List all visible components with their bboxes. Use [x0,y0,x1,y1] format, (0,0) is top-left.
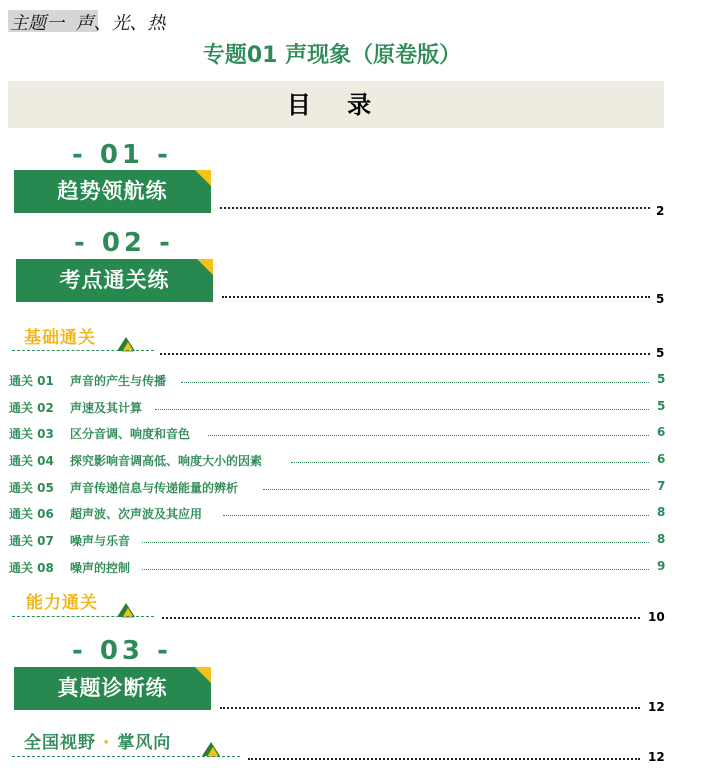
entry-number: 通关 04 [9,454,54,469]
entry-title: 探究影响音调高低、响度大小的因素 [70,454,263,469]
section-number: - 02 - [74,228,174,258]
entry-number: 通关 05 [9,480,54,495]
toc-leader-dots [248,758,640,760]
document-title: 专题01 声现象（原卷版） [202,43,462,68]
entry-number: 通关 02 [9,400,54,415]
entry-number: 通关 03 [9,427,54,442]
toc-leader-dots [222,296,650,298]
entry-title: 噪声的控制 [70,560,131,575]
entry-title: 声速及其计算 [70,400,143,415]
entry-page: 6 [657,452,666,467]
entry-number: 通关 07 [9,534,54,549]
toc-page-number[interactable]: 12 [648,700,665,714]
entry-page: 5 [657,398,666,413]
subsection-label-b: 掌风向 [117,733,172,753]
entry-title: 声音传递信息与传递能量的辨析 [70,480,239,495]
topic-label: 主题一 声、光、热 [10,13,166,34]
toc-entry[interactable] [9,372,665,399]
toc-page-number[interactable]: 12 [648,750,665,764]
entry-leader-dots [142,542,649,543]
entry-page: 9 [657,558,666,573]
entry-page: 6 [657,425,666,440]
entry-page: 8 [657,505,666,520]
entry-number: 通关 06 [9,507,54,522]
banner-corner-icon [195,667,211,683]
entry-leader-dots [181,382,649,383]
subsection-label-a: 全国视野 [24,733,96,753]
toc-entry-list [9,372,665,586]
toc-entry[interactable] [9,399,665,426]
section-banner[interactable] [16,259,213,302]
toc-leader-dots [160,353,650,355]
toc-leader-dots [162,617,640,619]
toc-leader-dots [220,207,650,209]
subsection-underline [12,350,154,351]
entry-leader-dots [291,462,649,463]
section-number: - 01 - [72,140,172,170]
entry-title: 超声波、次声波及其应用 [70,507,203,522]
subsection-underline [12,616,154,617]
banner-corner-icon [195,170,211,186]
toc-page-number[interactable]: 2 [656,204,665,218]
entry-leader-dots [208,435,649,436]
banner-corner-icon [197,259,213,275]
section-banner-label: 趋势领航练 [57,179,168,203]
entry-number: 通关 01 [9,374,54,388]
entry-page: 7 [657,478,666,493]
section-number: - 03 - [72,636,172,666]
entry-leader-dots [155,409,649,410]
toc-entry[interactable] [9,559,665,586]
subsection-label: 基础通关 [24,328,96,348]
entry-title: 区分音调、响度和音色 [70,427,191,442]
subsection-label [24,728,171,753]
toc-leader-dots [220,707,640,709]
entry-page: 8 [657,532,666,547]
section-banner[interactable] [14,667,211,710]
section-banner-label: 考点通关练 [59,268,170,292]
subsection-underline [12,756,240,757]
entry-title: 声音的产生与传播 [70,374,167,388]
entry-number: 通关 08 [9,560,54,575]
toc-entry[interactable] [9,452,665,479]
toc-entry[interactable] [9,505,665,532]
separator-dot: · [102,733,111,753]
subsection-label: 能力通关 [26,593,98,613]
toc-heading: 目 录 [286,91,386,119]
entry-title: 噪声与乐音 [70,534,131,549]
entry-leader-dots [223,515,649,516]
toc-page-number[interactable]: 10 [648,610,665,624]
toc-entry[interactable] [9,425,665,452]
section-banner-label: 真题诊断练 [57,676,168,700]
entry-leader-dots [263,489,649,490]
section-banner[interactable] [14,170,211,213]
entry-page: 5 [657,372,666,386]
toc-entry[interactable] [9,532,665,559]
toc-page-number[interactable]: 5 [656,292,665,306]
toc-entry[interactable] [9,479,665,506]
toc-page-number[interactable]: 5 [656,346,665,360]
entry-leader-dots [142,569,649,570]
